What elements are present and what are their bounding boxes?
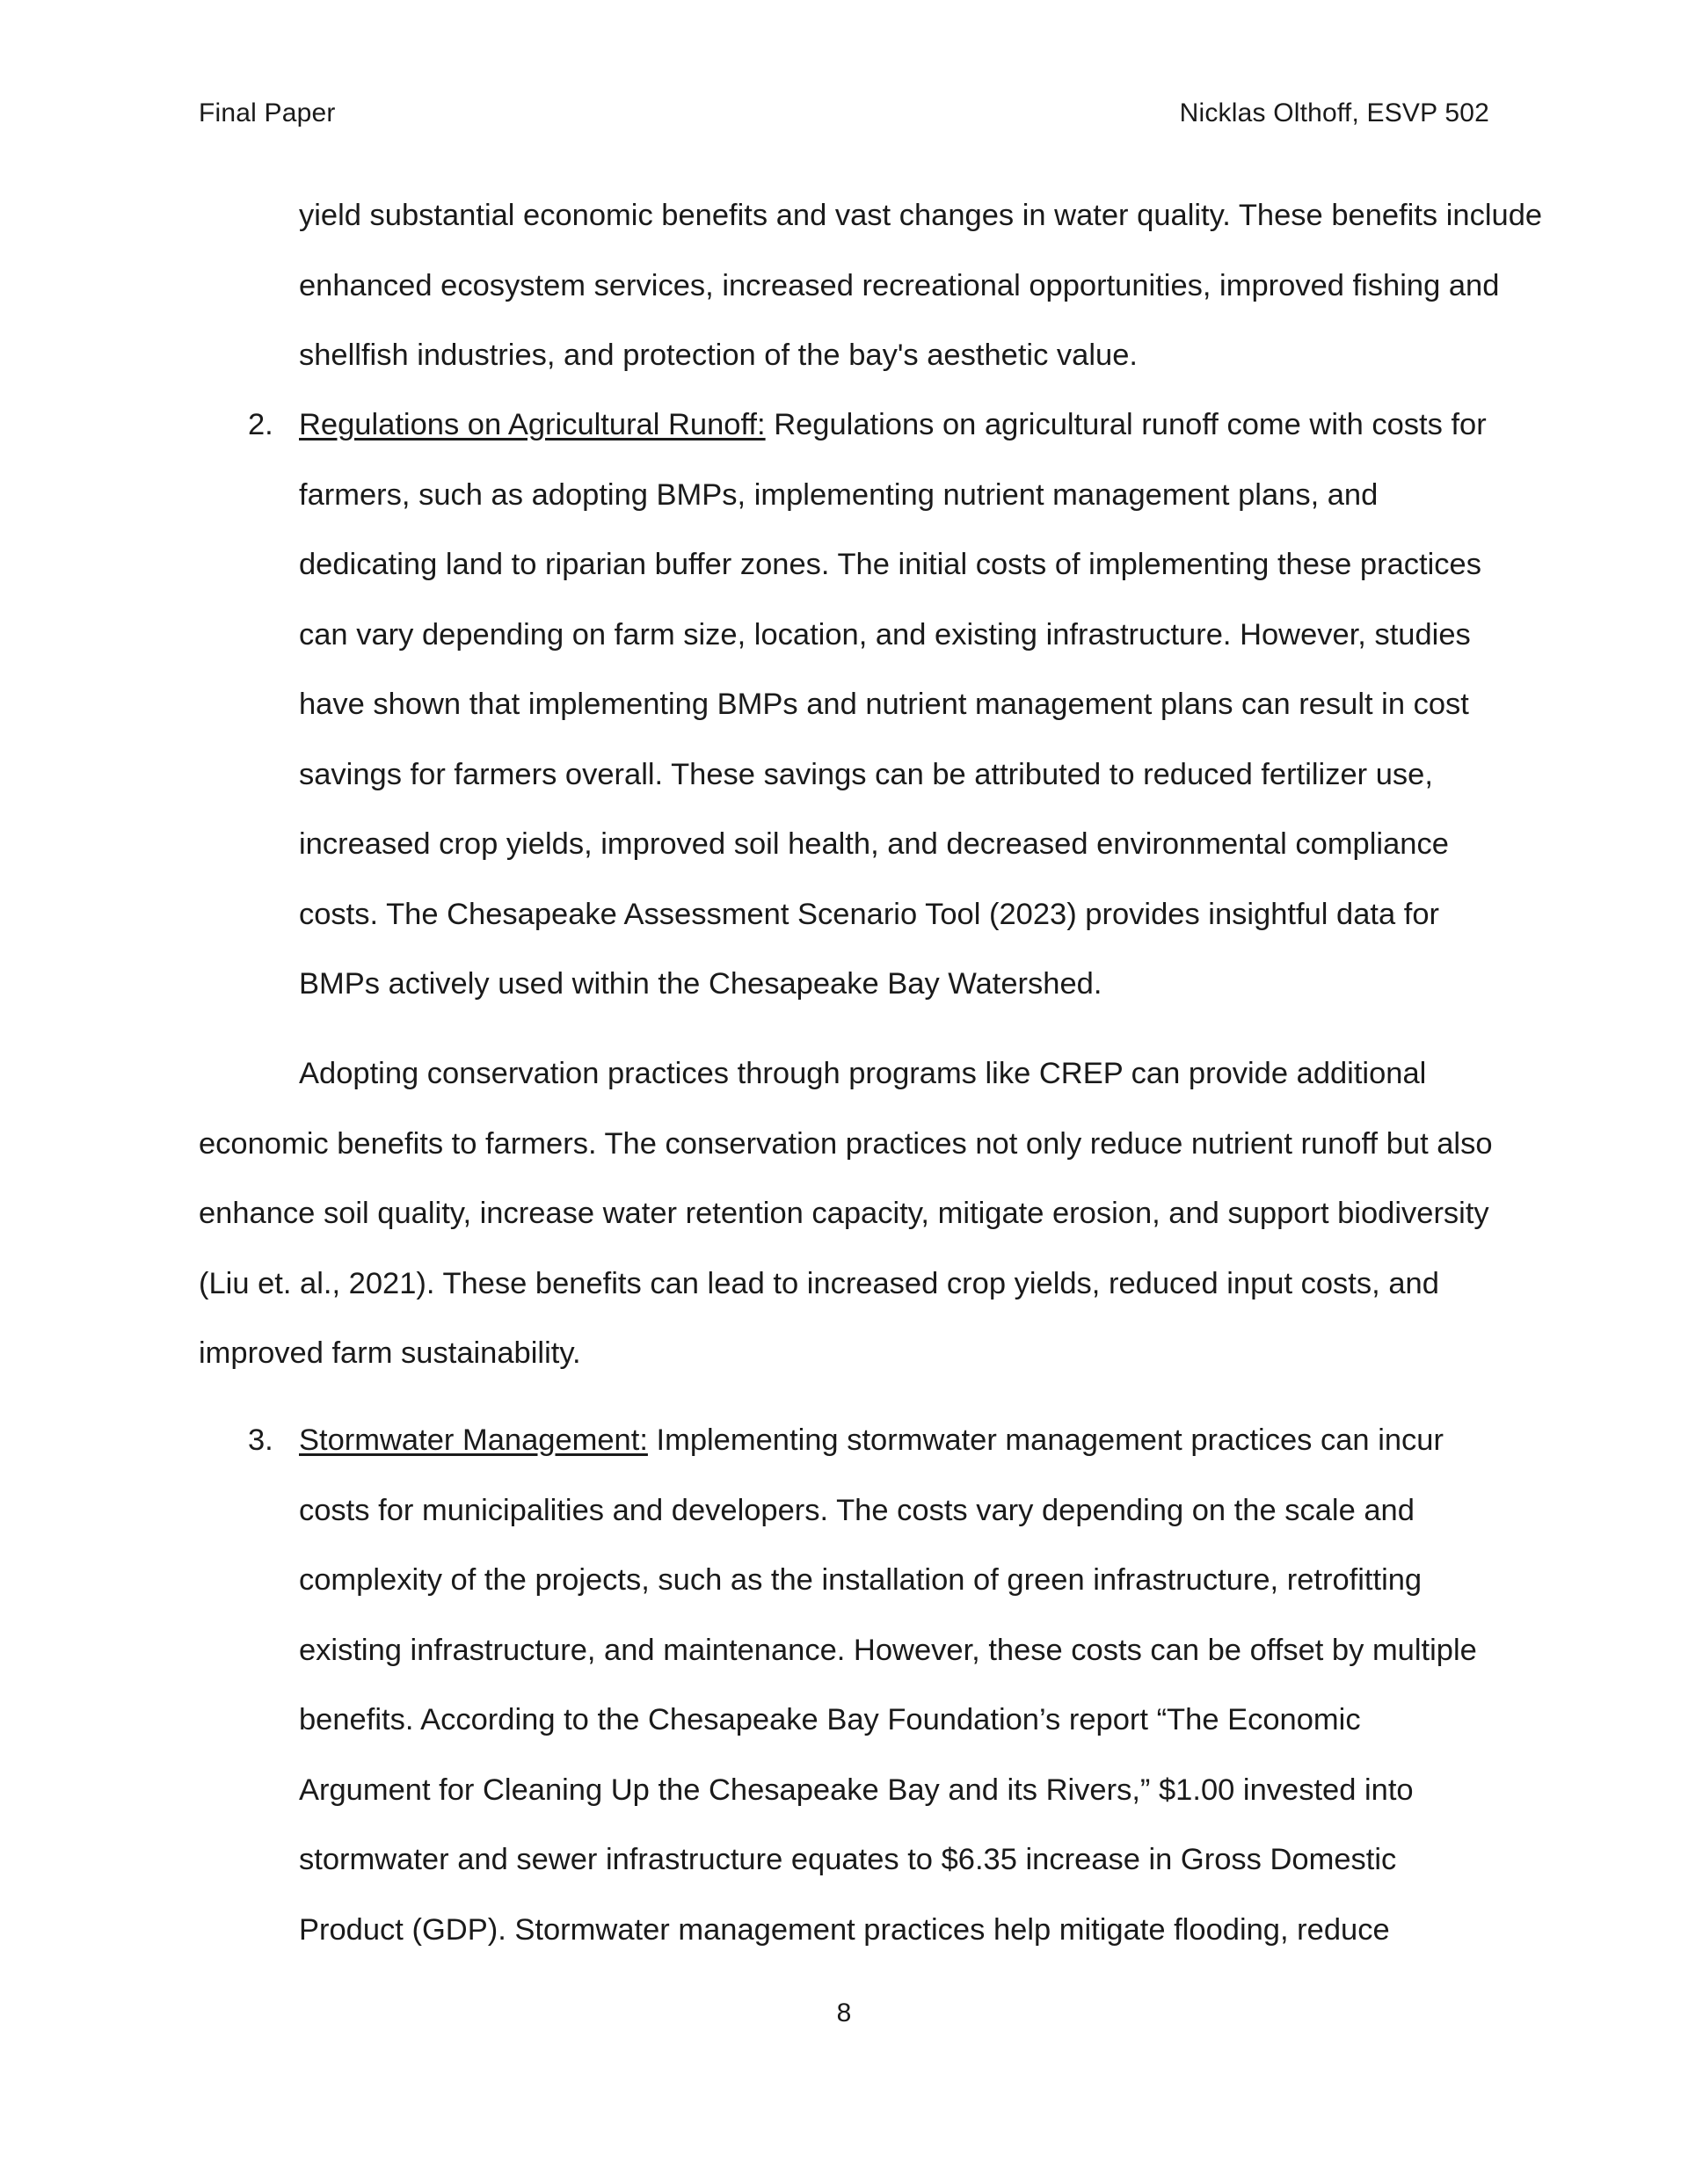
header-title: Final Paper — [199, 98, 336, 127]
page-number: 8 — [836, 1998, 852, 2027]
list-item-content — [299, 1406, 1495, 1965]
list-item-continuation — [199, 181, 1596, 391]
header-author: Nicklas Olthoff, ESVP 502 — [1179, 98, 1489, 127]
list-item-text: Regulations on agricultural runoff come with costs for farmers, such as adopting BMPs, implementing nutrient management plans, and dedicating land to riparian buffer zones. The initial costs of implementing these practices can vary depending on farm size, location, and existing infrastructure. However, studies have shown that implementing BMPs and nutrient management plans can result in cost savings for farmers overall. These savings can be attributed to reduced fertilizer use, increased crop yields, improved soil health, and decreased environmental compliance costs. The Chesapeake Assessment Scenario Tool (2023) provides insightful data for BMPs actively used within the Chesapeake Bay Watershed. — [299, 408, 1487, 1001]
list-item-heading: Stormwater Management: — [299, 1423, 648, 1457]
list-number: 3. — [248, 1423, 273, 1457]
list-item-text: Implementing stormwater management practices can incur costs for municipalities and developers. The costs vary depending on the scale and complexity of the projects, such as the installation of green infrastructure, retrofitting existing infrastructure, and maintenance. However, these costs can be offset by multiple benefits. According to the Chesapeake Bay Foundation’s report “The Economic Argument for Cleaning Up the Chesapeake Bay and its Rivers,” $1.00 invested into stormwater and sewer infrastructure equates to $6.35 increase in Gross Domestic Product (GDP). Stormwater management practices help mitigate flooding, reduce — [299, 1423, 1477, 1947]
body-paragraph — [199, 1039, 1495, 1389]
list-item-heading: Regulations on Agricultural Runoff: — [299, 408, 766, 441]
list-item-2 — [199, 390, 1495, 1020]
list-number: 2. — [248, 408, 273, 441]
list-item-3 — [199, 1406, 1495, 1965]
list-item-content — [299, 390, 1495, 1020]
paragraph-text: Adopting conservation practices through programs like CREP can provide additional economic benefits to farmers. The conservation practices not only reduce nutrient runoff but also enhance soil quality, increase water retention capacity, mitigate erosion, and support biodiversity (Liu et. al., 2021). These benefits can lead to increased crop yields, reduced input costs, and improved farm sustainability. — [199, 1057, 1493, 1370]
continuation-text: yield substantial economic benefits and vast changes in water quality. These benefits include enhanced ecosystem services, increased recreational opportunities, improved fishing and shellfish industries, and protection of the bay's aesthetic value. — [299, 199, 1543, 372]
